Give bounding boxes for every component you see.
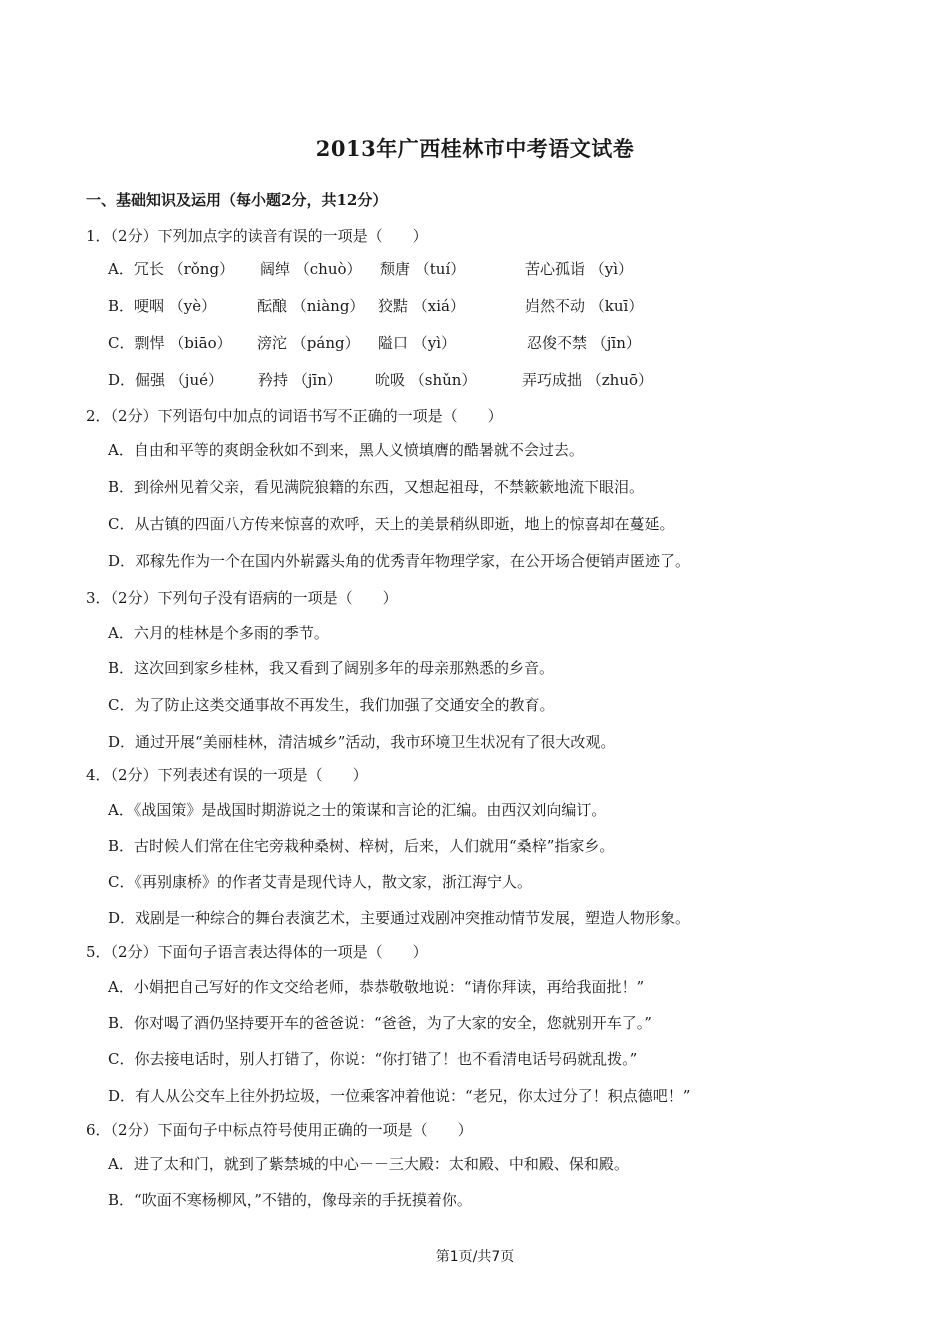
question-1-stem: 1．（2分）下列加点字的读音有误的一项是（ ） [86,227,428,245]
q4-option-a: A．《战国策》是战国时期游说之士的策谋和言论的汇编。由西汉刘向编订。 [108,801,607,819]
q6-option-b: B．“吹面不寒杨柳风，”不错的，像母亲的手抚摸着你。 [108,1191,472,1209]
q5-option-a: A．小娟把自己写好的作文交给老师，恭恭敬敬地说：“请你拜读，再给我面批！” [108,978,645,996]
q1-c-item-2: 滂沱 （páng） [257,334,360,352]
question-6-stem: 6．（2分）下面句子中标点符号使用正确的一项是（ ） [86,1121,473,1139]
q6-option-a: A．进了太和门，就到了紫禁城的中心－－三大殿：太和殿、中和殿、保和殿。 [108,1155,629,1173]
q5-option-d: D．有人从公交车上往外扔垃圾，一位乘客冲着他说：“老兄，你太过分了！积点德吧！” [108,1087,691,1105]
question-1-row-b [0,295,950,317]
question-2-stem: 2．（2分）下列语句中加点的词语书写不正确的一项是（ ） [86,407,503,425]
question-1-row-a [0,258,950,280]
q1-d-item-4: 弄巧成拙 （zhuō） [522,371,654,389]
q1-a-item-1: A．冗长 （rǒng） [108,260,235,278]
q3-option-a: A．六月的桂林是个多雨的季节。 [108,624,329,642]
q1-b-item-3: 狡黠 （xiá） [378,297,465,315]
q1-c-item-1: C．剽悍 （biāo） [108,334,232,352]
q1-d-item-3: 吮吸 （shǔn） [375,371,477,389]
q1-d-item-1: D．倔强 （jué） [108,371,223,389]
q3-option-c: C．为了防止这类交通事故不再发生，我们加强了交通安全的教育。 [108,696,555,714]
section-heading: 一、基础知识及运用（每小题2分，共12分） [86,191,388,209]
q1-a-item-2: 阔绰 （chuò） [260,260,362,278]
q3-option-b: B．这次回到家乡桂林，我又看到了阔别多年的母亲那熟悉的乡音。 [108,659,555,677]
question-5-stem: 5．（2分）下面句子语言表达得体的一项是（ ） [86,943,428,961]
q1-c-item-4: 忍俊不禁 （jīn） [527,334,641,352]
question-1-row-d [0,369,950,391]
q3-option-d: D．通过开展“美丽桂林，清洁城乡”活动，我市环境卫生状况有了很大改观。 [108,733,616,751]
q1-a-item-3: 颓唐 （tuí） [380,260,466,278]
q2-option-b: B．到徐州见着父亲，看见满院狼籍的东西，又想起祖母，不禁簌簌地流下眼泪。 [108,478,645,496]
q1-c-item-3: 隘口 （yì） [378,334,457,352]
q1-b-item-1: B．哽咽 （yè） [108,297,217,315]
q1-d-item-2: 矜持 （jīn） [258,371,342,389]
q2-option-c: C．从古镇的四面八方传来惊喜的欢呼，天上的美景稍纵即逝，地上的惊喜却在蔓延。 [108,515,675,533]
q4-option-b: B．古时候人们常在住宅旁栽种桑树、梓树，后来，人们就用“桑梓”指家乡。 [108,837,615,855]
q1-a-item-4: 苦心孤诣 （yì） [525,260,634,278]
q1-b-item-4: 岿然不动 （kuī） [525,297,644,315]
q4-option-d: D．戏剧是一种综合的舞台表演艺术，主要通过戏剧冲突推动情节发展，塑造人物形象。 [108,909,691,927]
question-1-row-c [0,332,950,354]
q4-option-c: C．《再别康桥》的作者艾青是现代诗人，散文家，浙江海宁人。 [108,873,532,891]
q2-option-a: A．自由和平等的爽朗金秋如不到来，黑人义愤填膺的酷暑就不会过去。 [108,441,584,459]
question-4-stem: 4．（2分）下列表述有误的一项是（ ） [86,766,368,784]
q1-b-item-2: 酝酿 （niàng） [257,297,365,315]
q5-option-b: B．你对喝了酒仍坚持要开车的爸爸说：“爸爸，为了大家的安全，您就别开车了。” [108,1014,652,1032]
q5-option-c: C．你去接电话时，别人打错了，你说：“你打错了！也不看清电话号码就乱拨。” [108,1050,638,1068]
question-3-stem: 3．（2分）下列句子没有语病的一项是（ ） [86,589,398,607]
page-number-footer: 第1页/共7页 [435,1249,515,1265]
page-title: 2013年广西桂林市中考语文试卷 [315,136,635,161]
q2-option-d: D．邓稼先作为一个在国内外崭露头角的优秀青年物理学家，在公开场合便销声匿迹了。 [108,552,691,570]
